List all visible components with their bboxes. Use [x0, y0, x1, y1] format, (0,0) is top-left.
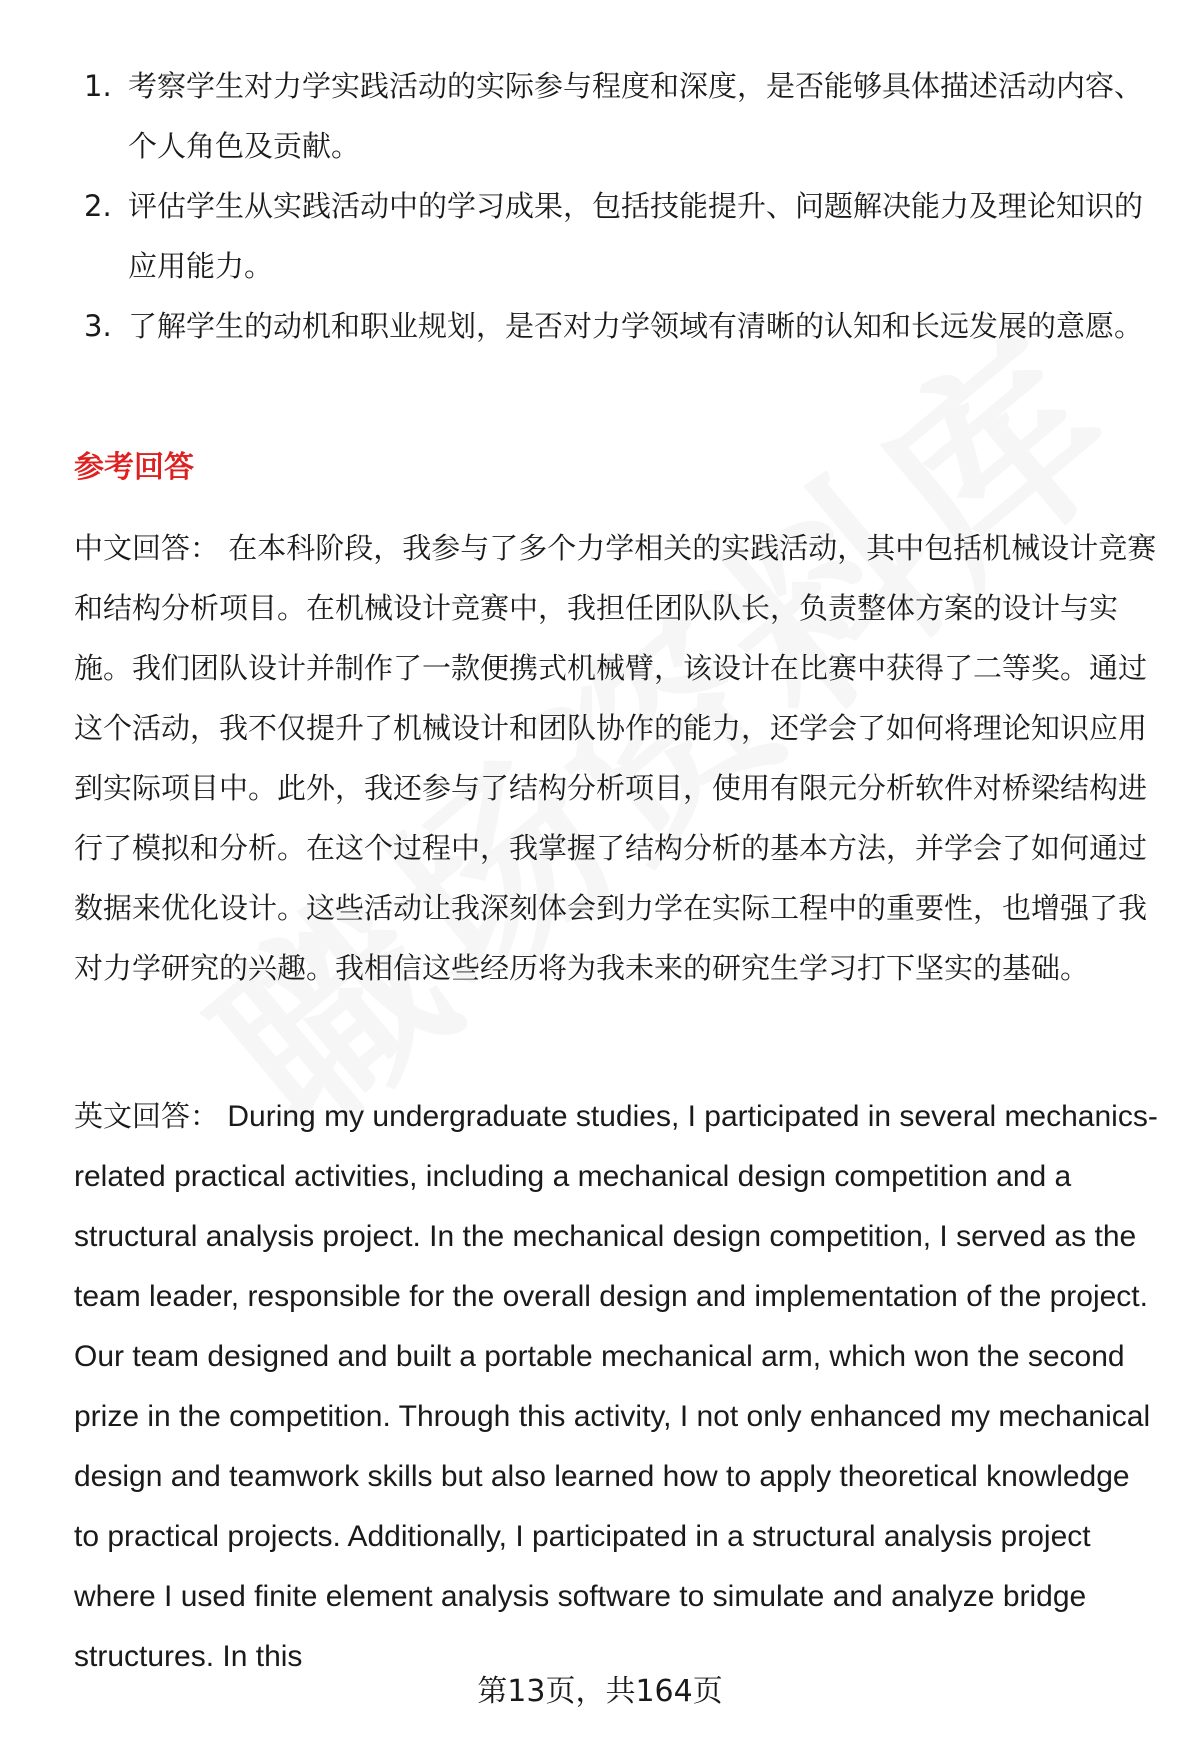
list-item	[74, 56, 1144, 176]
list-number: 2.	[84, 189, 112, 223]
list-text: 考察学生对力学实践活动的实际参与程度和深度，是否能够具体描述活动内容、个人角色及贡献。	[128, 69, 1144, 163]
english-answer-text: During my undergraduate studies, I participated in several mechanics-related practical activities, including a mechanical design competition and a structural analysis project. In the mechanical design competition, I served as the team leader, responsible for the overall design and implementation of the project. Our team designed and built a portable mechanical arm, which won the second prize in the competition. Through this activity, I not only enhanced my mechanical design and teamwork skills but also learned how to apply theoretical knowledge to practical projects. Additionally, I participated in a structural analysis project where I used finite element analysis software to simulate and analyze bridge structures. In this	[74, 1100, 1158, 1673]
criteria-list	[74, 56, 1144, 356]
chinese-answer-text: 在本科阶段，我参与了多个力学相关的实践活动，其中包括机械设计竞赛和结构分析项目。在机械设计竞赛中，我担任团队队长，负责整体方案的设计与实施。我们团队设计并制作了一款便携式机械臂，该设计在比赛中获得了二等奖。通过这个活动，我不仅提升了机械设计和团队协作的能力，还学会了如何将理论知识应用到实际项目中。此外，我还参与了结构分析项目，使用有限元分析软件对桥梁结构进行了模拟和分析。在这个过程中，我掌握了结构分析的基本方法，并学会了如何通过数据来优化设计。这些活动让我深刻体会到力学在实际工程中的重要性，也增强了我对力学研究的兴趣。我相信这些经历将为我未来的研究生学习打下坚实的基础。	[74, 531, 1157, 985]
reference-answer-heading: 参考回答	[74, 450, 194, 485]
english-answer	[74, 1086, 1160, 1687]
page-number-footer: 第13页，共164页	[477, 1674, 723, 1709]
list-number: 3.	[84, 309, 112, 343]
chinese-answer-label: 中文回答：	[74, 531, 220, 565]
list-text: 评估学生从实践活动中的学习成果，包括技能提升、问题解决能力及理论知识的应用能力。	[128, 189, 1144, 283]
chinese-answer	[74, 518, 1160, 998]
list-item	[74, 296, 1144, 356]
list-text: 了解学生的动机和职业规划，是否对力学领域有清晰的认知和长远发展的意愿。	[128, 309, 1144, 343]
english-answer-label: 英文回答：	[74, 1099, 220, 1133]
list-number: 1.	[84, 69, 112, 103]
list-item	[74, 176, 1144, 296]
